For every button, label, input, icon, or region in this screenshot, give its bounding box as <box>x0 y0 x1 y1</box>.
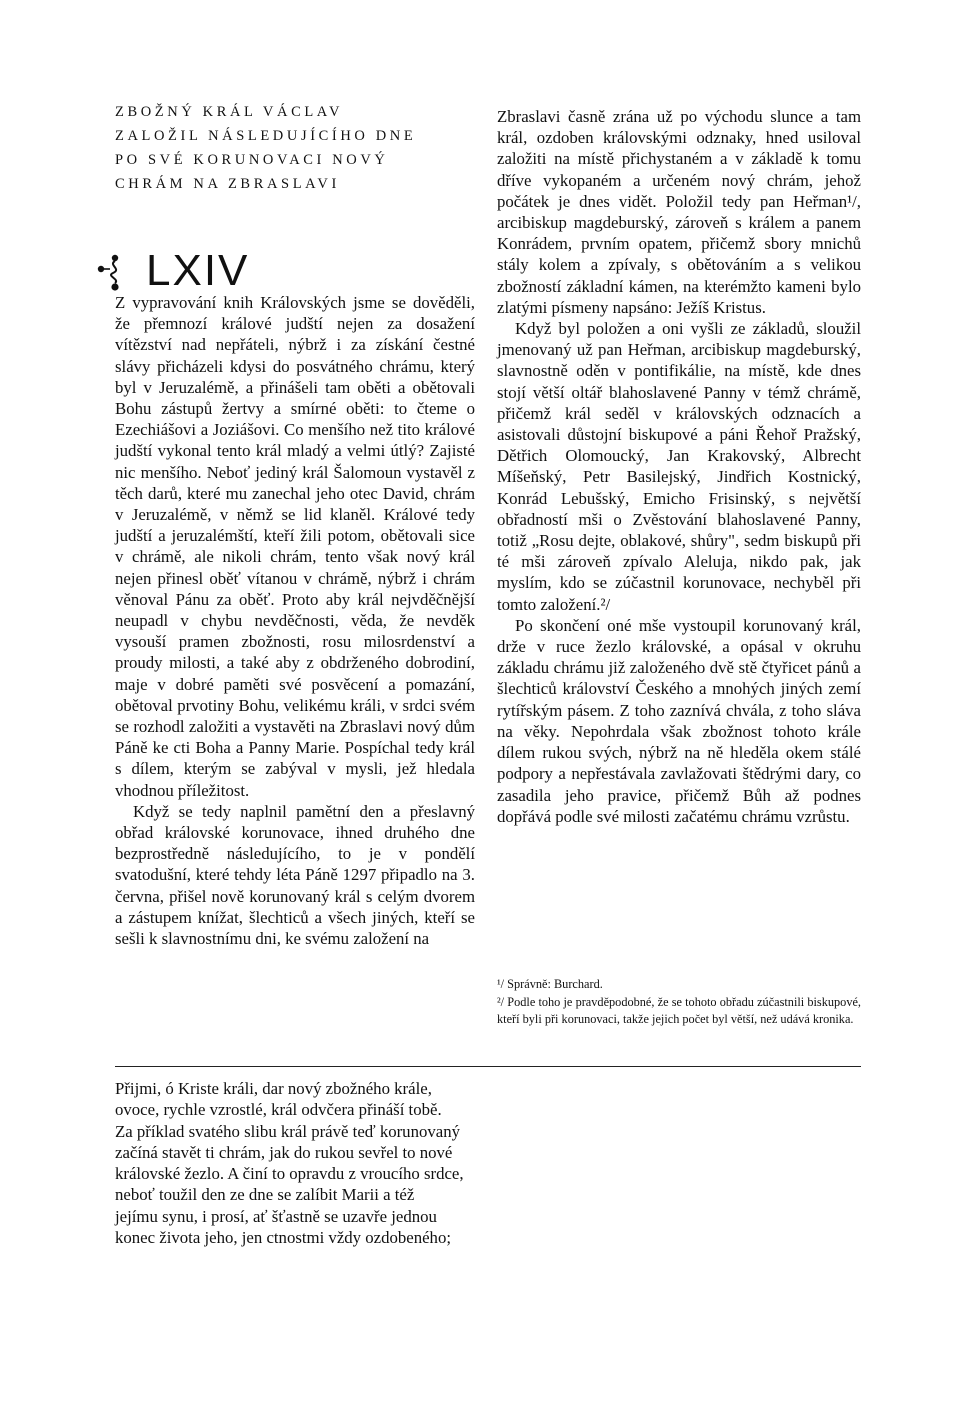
verse-line: neboť toužil den ze dne se zalíbit Marii a též <box>115 1185 415 1205</box>
paragraph: Když byl položen a oni vyšli ze základů, sloužil jmenovaný už pan Heřman, arcibiskup magdeburský, slavnostně oděn v pontifikálie, na místě, kde dnes stojí větší oltář blahoslavené Panny v témž chrámě, přičemž král seděl v královských odznacích a asistovali důstojní biskupové a páni Řehoř Pražský, Dětřich Olomoucký, Jan Krakovský, Albrecht Míšeňský, Petr Basilejský, Jindřich Kostnický, Konrád Lebušský, Emicho Frisinský, s největší obřadností mši o Zvěstování blahoslavené Panny, totiž „Rosu dejte, oblakové, shůry", sedm biskupů při té mši zároveň zpívalo Aleluja, nikdo pak, jak myslím, kdo se zúčastnil korunovace, nechyběl při tomto založení.²/ <box>497 319 861 614</box>
heading-line: CHRÁM NA ZBRASLAVI <box>115 176 340 192</box>
heading-line: PO SVÉ KORUNOVACI NOVÝ <box>115 152 389 168</box>
right-column-text <box>497 106 861 827</box>
paragraph: Když se tedy naplnil pamětní den a přeslavný obřad královské korunovace, ihned druhého dne bezprostředně následujícího, to je v pondělí svatodušní, které tehdy léta Páně 1297 připadlo na 3. června, přišel nově korunovaný král s celým dvorem a zástupem knížat, šlechticů a všech jiných, kteří se sešli k slavnostnímu dni, ke svému založení na <box>115 801 475 949</box>
fleuron-ornament-icon <box>96 249 124 293</box>
divider-rule <box>115 1066 861 1067</box>
verse-block <box>115 1078 555 1248</box>
verse-line: Přijmi, ó Kriste králi, dar nový zbožného krále, <box>115 1079 432 1098</box>
heading-line: ZBOŽNÝ KRÁL VÁCLAV <box>115 104 344 120</box>
chapter-number: LXIV <box>146 246 250 295</box>
left-column-text <box>115 292 475 949</box>
footnote: ¹/ Správně: Burchard. <box>497 977 603 991</box>
paragraph: Z vypravování knih Královských jsme se dověděli, že přemnozí králové judští nejen za dosažení vítězství nad nepřáteli, nýbrž i za získání čestné slávy přicházeli kdysi do posvátného chrámu, který byl v Jeruzalémě, a přinášeli tam oběti a obětovali Bohu zástupů žertvy a smírné oběti: to čteme o Ezechiášovi a Joziášovi. Co menšího než tito králové judští vykonal tento král mladý a velmi útlý? Zajisté nic menšího. Neboť jediný král Šalomoun vystavěl z těch darů, které mu zanechal jeho otec David, chrám v Jeruzalémě, v němž se lid klaněl. Králové tedy judští a jeruzalémští, kteří žili potom, obětovali sice v chrámě, ale nikoli chrám, tento však nový král nejen přinesl oběť vítanou v chrámě, nýbrž i chrám věnoval Pánu za oběť. Proto aby král nejvděčnější neupadl v chybu nevděčnosti, věda, že nevděk vysouší pramen zbožnosti, rosu milosrdenství a proudy milosti, a také aby z obdrženého dobrodiní, maje v dobré paměti své posvěcení a pomazání, obětoval prvotiny Bohu, velikému králi, v srdci svém se rozhodl založiti a vystavěti na Zbraslavi nový dům Páně ke cti Boha a Panny Marie. Pospíchal tedy král s dílem, kterým se zabýval v mysli, jež hledala vhodnou příležitost. <box>115 293 475 800</box>
chapter-heading <box>115 100 475 196</box>
footnote: ²/ Podle toho je pravděpodobné, že se tohoto obřadu zúčastnili biskupové, kteří byli při korunovaci, takže jejich počet byl větší, než udává kronika. <box>497 994 861 1026</box>
verse-line: konec života jeho, jen ctnostmi vždy ozdobeného; <box>115 1228 451 1248</box>
verse-line: královské žezlo. A činí to opravdu z vroucího srdce, <box>115 1164 464 1184</box>
verse-line: ovoce, rychle vzrostlé, král odvčera přináší tobě. <box>115 1100 442 1120</box>
chapter-number-block <box>96 246 256 296</box>
verse-line: Za příklad svatého slibu král právě teď korunovaný <box>115 1121 460 1141</box>
footnotes <box>497 976 861 1029</box>
verse-line: začíná stavět ti chrám, jak do rukou sevřel to nové <box>115 1142 453 1162</box>
verse-line: jejímu synu, i prosí, ať šťastně se uzavře jednou <box>115 1206 437 1226</box>
paragraph: Po skončení oné mše vystoupil korunovaný král, drže v ruce žezlo královské, a opásal v okruhu základu chrámu již založeného dvě stě čtyřicet pánů a šlechticů království Českého a mnohých jiných zemí rytířským pásem. Z toho zaznívá chvála, z toho sláva na věky. Nepohrdala však zbožnost tohoto krále dílem rukou svých, nýbrž na ně hleděla okem stálé podpory a nepřestávala zavlažovati štědrými dary, co zasadila jeho pravice, přičemž Bůh až podnes dopřává podle své milosti začatému chrámu vzrůstu. <box>497 615 861 826</box>
heading-line: ZALOŽIL NÁSLEDUJÍCÍHO DNE <box>115 128 417 144</box>
paragraph: Zbraslavi časně zrána už po východu slunce a tam král, ozdoben královskými odznaky, hned usiloval založiti na místě přichystaném a v základě k tomu dříve vykopaném a určeném nový chrám, jehož počátek je dnes vidět. Položil tedy pan Heřman¹/, arcibiskup magdeburský, zároveň s králem a panem Konrádem, prvním opatem, přičemž sbory mnichů stály kolem a zpívaly, s obětováním a s velikou zbožností základní kámen, na kterémžto kameni bylo zlatými písmeny napsáno: Ježíš Kristus. <box>497 107 861 317</box>
